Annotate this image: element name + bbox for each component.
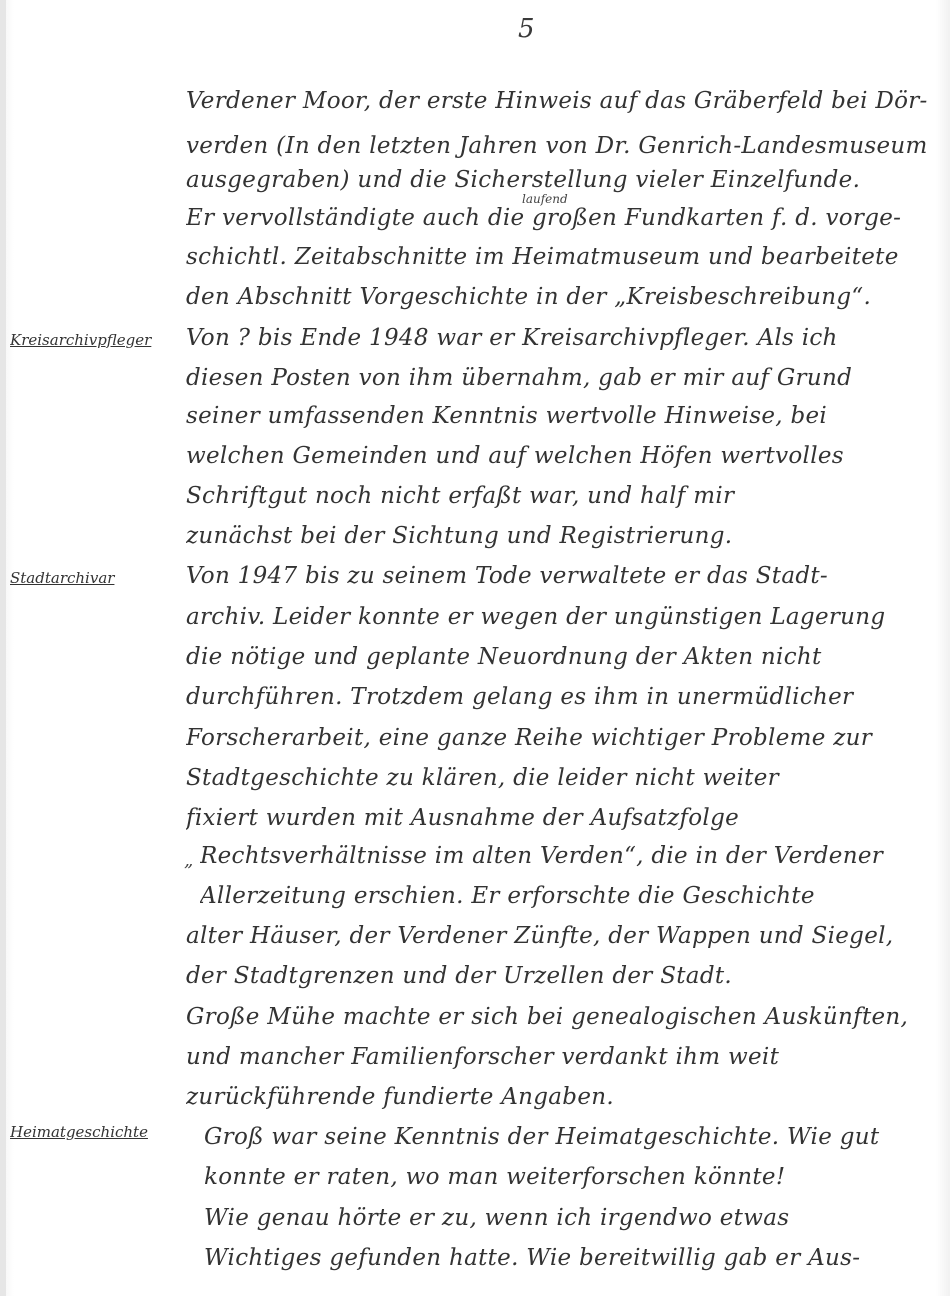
text-line: Stadtgeschichte zu klären, die leider nicht weiter [186,765,779,791]
insert-laufend: laufend [522,192,568,206]
text-line: konnte er raten, wo man weiterforschen könnte! [204,1164,786,1190]
text-line: Verdener Moor, der erste Hinweis auf das Gräberfeld bei Dör- [186,88,928,114]
opening-quote-mark: „ [184,850,194,871]
text-line: Forscherarbeit, eine ganze Reihe wichtiger Probleme zur [186,725,873,751]
text-line: verden (In den letzten Jahren von Dr. Genrich-Landesmuseum [186,133,928,159]
text-line: alter Häuser, der Verdener Zünfte, der Wappen und Siegel, [186,923,894,949]
text-line: Schriftgut noch nicht erfaßt war, und half mir [186,483,735,509]
text-line: ausgegraben) und die Sicherstellung vieler Einzelfunde. [186,167,861,193]
binding-edge [0,0,6,1296]
margin-note-heimatgeschichte: Heimatgeschichte [10,1123,148,1141]
margin-note-kreisarchivpfleger: Kreisarchivpfleger [10,331,152,349]
text-line: Rechtsverhältnisse im alten Verden“, die in der Verdener [200,843,884,869]
text-line: Wie genau hörte er zu, wenn ich irgendwo etwas [204,1205,790,1231]
text-line: durchführen. Trotzdem gelang es ihm in unermüdlicher [186,684,854,710]
text-line: Er vervollständigte auch die großen Fundkarten f. d. vorge- [186,205,902,231]
text-line: fixiert wurden mit Ausnahme der Aufsatzfolge [186,805,740,831]
text-line: seiner umfassenden Kenntnis wertvolle Hinweise, bei [186,403,828,429]
text-line: der Stadtgrenzen und der Urzellen der Stadt. [186,963,732,989]
text-line: zurückführende fundierte Angaben. [186,1084,614,1110]
text-line: Große Mühe machte er sich bei genealogischen Auskünften, [186,1004,909,1030]
text-line: Von 1947 bis zu seinem Tode verwaltete er das Stadt- [186,563,829,589]
text-line: Von ? bis Ende 1948 war er Kreisarchivpfleger. Als ich [186,325,838,351]
text-line: archiv. Leider konnte er wegen der ungünstigen Lagerung [186,604,886,630]
text-line: zunächst bei der Sichtung und Registrierung. [186,523,733,549]
text-line: und mancher Familienforscher verdankt ihm weit [186,1044,780,1070]
margin-note-stadtarchivar: Stadtarchivar [10,569,115,587]
text-line: Allerzeitung erschien. Er erforschte die Geschichte [200,883,815,909]
text-line: die nötige und geplante Neuordnung der Akten nicht [186,644,822,670]
text-line: schichtl. Zeitabschnitte im Heimatmuseum und bearbeitete [186,244,899,270]
text-line: Groß war seine Kenntnis der Heimatgeschichte. Wie gut [204,1124,880,1150]
text-line: den Abschnitt Vorgeschichte in der „Kreisbeschreibung“. [186,284,872,310]
text-line: Wichtiges gefunden hatte. Wie bereitwillig gab er Aus- [204,1245,861,1271]
text-line: diesen Posten von ihm übernahm, gab er mir auf Grund [186,365,853,391]
text-line: welchen Gemeinden und auf welchen Höfen wertvolles [186,443,844,469]
page-number: 5 [518,14,535,44]
